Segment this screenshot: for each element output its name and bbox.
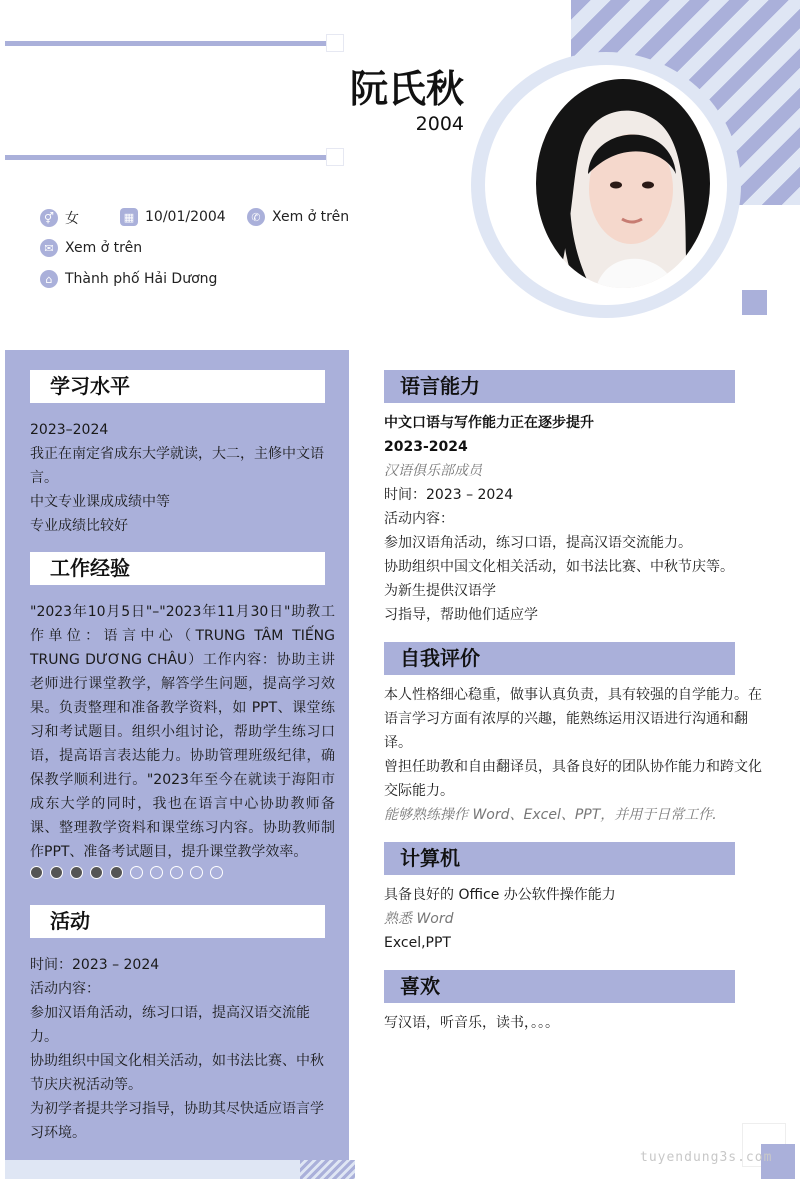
rating-dot	[130, 866, 143, 879]
calendar-icon: ▦	[120, 208, 138, 226]
avatar	[536, 79, 710, 288]
watermark: tuyendung3s.com	[640, 1150, 773, 1165]
info-gender: ⚥ 女	[40, 208, 79, 228]
section-title-computer: 计算机	[384, 842, 735, 875]
decor-square	[742, 290, 767, 315]
info-birthdate: ▦ 10/01/2004	[120, 208, 226, 226]
study-content: 2023–2024 我正在南定省成东大学就读，大二，主修中文语言。 中文专业课成成绩中等 专业成绩比较好	[30, 422, 324, 534]
info-address: ⌂ Thành phố Hải Dương	[40, 270, 217, 288]
activity-content: 时间：2023 – 2024 活动内容： 参加汉语角活动，练习口语，提高汉语交流能力。 协助组织中国文化相关活动，如书法比赛、中秋节庆庆祝活动等。 为初学者提共学习指导，协助其尽快适应语言学习环境。	[30, 957, 324, 1141]
birth-year: 2004	[415, 113, 464, 135]
rating-dot	[190, 866, 203, 879]
gender-icon: ⚥	[40, 209, 58, 227]
language-content: 中文口语与写作能力正在逐步提升 2023-2024 汉语俱乐部成员 时间：2023 – 2024 活动内容： 参加汉语角活动，练习口语，提高汉语交流能力。 协助组织中国文化相关活动，如书法比赛、中秋节庆等。 为新生提供汉语学 习指导，帮助他们适应学	[384, 415, 734, 623]
self-content: 本人性格细心稳重，做事认真负责，具有较强的自学能力。在语言学习方面有浓厚的兴趣，能熟练运用汉语进行沟通和翻译。 曾担任助教和自由翻译员，具备良好的团队协作能力和跨文化交际能力。 能够熟练操作 Word、Excel、PPT，并用于日常工作.	[384, 687, 762, 823]
rating-dot	[210, 866, 223, 879]
header-rule-top	[5, 41, 328, 46]
section-title-hobby: 喜欢	[384, 970, 735, 1003]
section-title-study: 学习水平	[30, 370, 325, 403]
phone-icon: ✆	[247, 208, 265, 226]
info-phone: ✆ Xem ở trên	[247, 208, 349, 226]
info-email: ✉ Xem ở trên	[40, 239, 142, 257]
home-icon: ⌂	[40, 270, 58, 288]
skill-rating	[30, 866, 223, 879]
rating-dot	[110, 866, 123, 879]
candidate-name: 阮氏秋	[349, 67, 464, 111]
section-title-language: 语言能力	[384, 370, 735, 403]
rating-dot	[150, 866, 163, 879]
section-title-work: 工作经验	[30, 552, 325, 585]
hobby-content: 写汉语，听音乐，读书，。。。	[384, 1015, 559, 1031]
computer-content: 具备良好的 Office 办公软件操作能力 熟悉 Word Excel,PPT	[384, 887, 616, 951]
rating-dot	[50, 866, 63, 879]
work-content: "2023年10月5日"–"2023年11月30日"助教工作单位：语言中心（TRUNG TÂM TIẾNG TRUNG DƯƠNG CHÂU）工作内容：协助主讲老师进行课堂教学，解答学生问题，提高学习效果。负责整理和准备教学资料，如 PPT、课堂练习和考试题目。组织小组讨论，帮助学生练习口语，提高语言表达能力。协助管理班级纪律，确保教学顺利进行。"2023年至今在就读于海阳市成东大学的同时，我也在语言中心协助教师备课、整理教学资料和课堂练习内容。协助教师制作PPT、准备考试题目，提升课堂教学效率。	[30, 604, 335, 860]
header-rule-bottom	[5, 155, 328, 160]
section-title-activity: 活动	[30, 905, 325, 938]
section-title-self: 自我评价	[384, 642, 735, 675]
rating-dot	[70, 866, 83, 879]
rating-dot	[90, 866, 103, 879]
email-icon: ✉	[40, 239, 58, 257]
rating-dot	[30, 866, 43, 879]
footer-hatch	[300, 1160, 355, 1179]
rating-dot	[170, 866, 183, 879]
